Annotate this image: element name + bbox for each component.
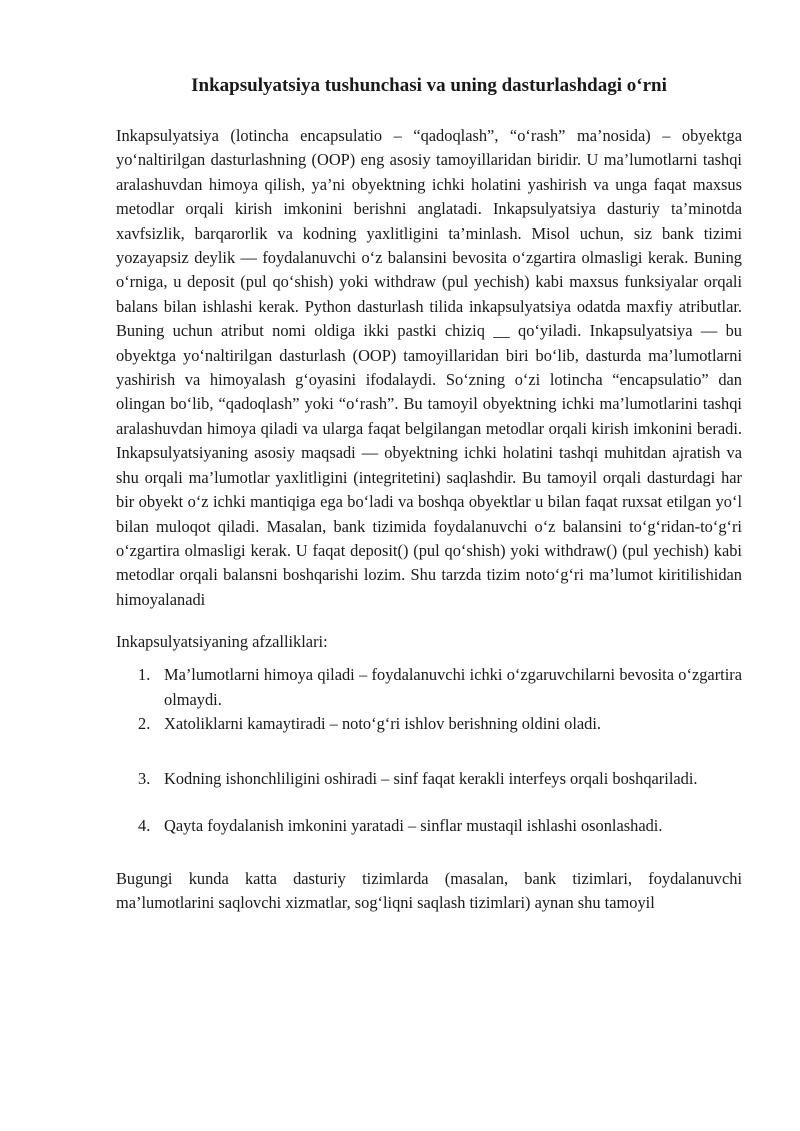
list-item [116, 663, 742, 712]
closing-paragraph: Bugungi kunda katta dasturiy tizimlarda (masalan, bank tizimlari, foydalanuvchi ma’lumotlarini saqlovchi xizmatlar, sog‘liqni saqlash tizimlari) aynan shu tamoyil [116, 868, 742, 913]
list-item-number: 3. [138, 769, 151, 789]
intro-paragraph: Inkapsulyatsiya (lotincha encapsulatio – “qadoqlash”, “o‘rash” ma’nosida) – obyektga yo‘naltirilgan dasturlashning (OOP) eng asosiy tamoyillaridan biridir. U ma’lumotlarni tashqi aralashuvdan himoya qilish, ya’ni obyektning ichki holatini yashirish va unga faqat maxsus metodlar orqali kirish imkonini berishni anglatadi. Inkapsulyatsiya dasturiy ta’minotda xavfsizlik, barqarorlik va kodning yaxlitligini ta’minlash. Misol uchun, siz bank tizimi yozayapsiz deylik — foydalanuvchi o‘z balansini bevosita o‘zgartira olmasligi kerak. Buning o‘rniga, u deposit (pul qo‘shish) yoki withdraw (pul yechish) kabi maxsus funksiyalar orqali balans bilan ishlashi kerak. Python dasturlash tilida inkapsulyatsiya odatda maxfiy atributlar. Buning uchun atribut nomi oldiga ikki pastki chiziq __ qo‘yiladi. Inkapsulyatsiya — bu obyektga yo‘naltirilgan dasturlash (OOP) tamoyillaridan biri bo‘lib, dasturda ma’lumotlarni yashirish va himoyalash g‘oyasini ifodalaydi. So‘zning o‘zi lotincha “encapsulatio” dan olingan bo‘lib, “qadoqlash” yoki “o‘rash”. Bu tamoyil obyektning ichki ma’lumotlarini tashqi aralashuvdan himoya qiladi va ularga faqat belgilangan metodlar orqali kirish imkonini beradi. Inkapsulyatsiyaning asosiy maqsadi — obyektning ichki holatini tashqi muhitdan ajratish va shu orqali ma’lumotlar yaxlitligini (integritetini) saqlashdir. Bu tamoyil orqali dasturdagi har bir obyekt o‘z ichki mantiqiga ega bo‘ladi va boshqa obyektlar u bilan faqat ruxsat etilgan yo‘l bilan muloqot qiladi. Masalan, bank tizimida foydalanuvchi o‘z balansini to‘g‘ridan-to‘g‘ri o‘zgartira olmasligi kerak. U faqat deposit() (pul qo‘shish) yoki withdraw() (pul yechish) kabi metodlar orqali balansni boshqarishi lozim. Shu tarzda tizim noto‘g‘ri ma’lumot kiritilishidan himoyalanadi [116, 126, 742, 609]
list-item [116, 712, 742, 736]
list-item [116, 814, 742, 838]
list-item-number: 1. [138, 665, 151, 685]
list-item-number: 2. [138, 713, 151, 733]
list-item [116, 762, 742, 796]
document-page [116, 0, 742, 916]
document-title: Inkapsulyatsiya tushunchasi va uning dasturlashdagi o‘rni [191, 75, 667, 96]
list-item-text: Xatoliklarni kamaytiradi – noto‘g‘ri ishlov berishning oldini oladi. [164, 713, 602, 733]
list-item-number: 4. [138, 816, 151, 836]
list-item-text: Ma’lumotlarni himoya qiladi – foydalanuvchi ichki o‘zgaruvchilarni bevosita o‘zgartira olmaydi. [164, 665, 742, 709]
list-item-text: Qayta foydalanish imkonini yaratadi – sinflar mustaqil ishlashi osonlashadi. [164, 816, 663, 836]
list-item-text: Kodning ishonchliligini oshiradi – sinf faqat kerakli interfeys orqali boshqariladi. [164, 769, 698, 789]
benefits-heading: Inkapsulyatsiyaning afzalliklari: [116, 632, 328, 652]
benefits-list [116, 663, 742, 839]
